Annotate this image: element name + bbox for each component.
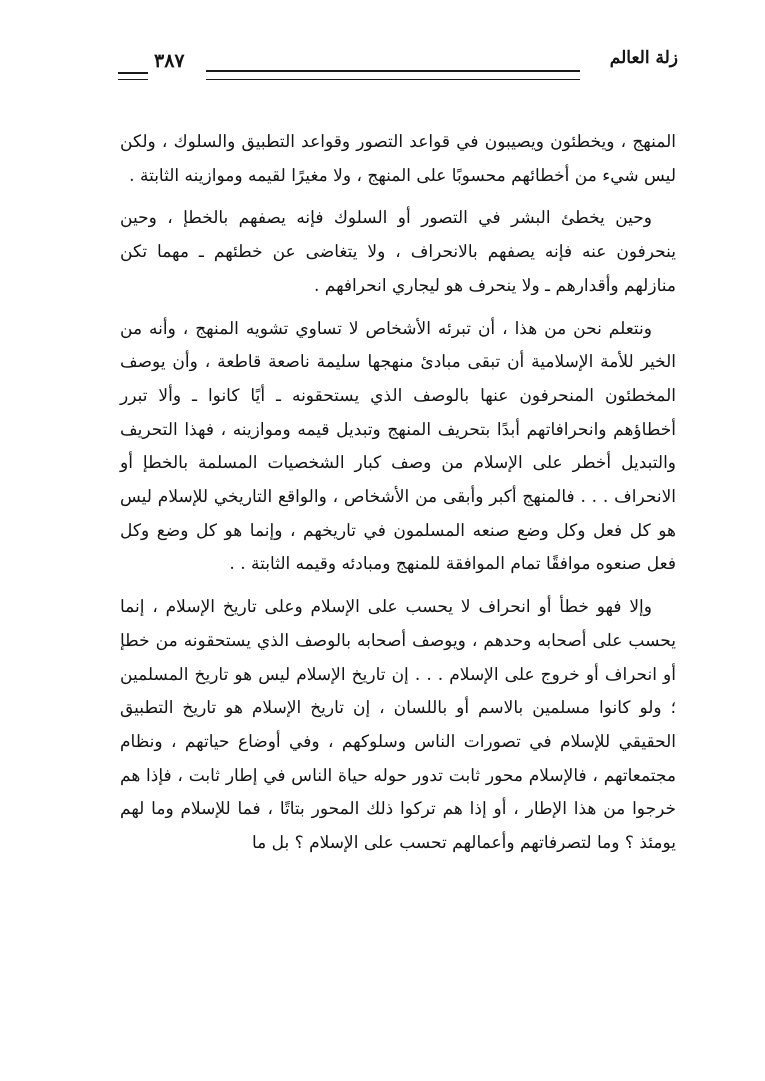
page-number: ٣٨٧ <box>154 50 185 72</box>
page-number-rule <box>118 72 148 80</box>
paragraph-2: وحين يخطئ البشر في التصور أو السلوك فإنه يصفهم بالخطإ ، وحين ينحرفون عنه فإنه يصفهم بالانحراف ، ولا يتغاضى عن خطئهم ـ مهما تكن منازلهم وأقدارهم ـ ولا ينحرف هو ليجاري انحرافهم . <box>120 208 676 296</box>
paragraph-1: المنهج ، ويخطئون ويصيبون في قواعد التصور وقواعد التطبيق والسلوك ، ولكن ليس شيء من أخطائهم محسوبًا على المنهج ، ولا مغيرًا لقيمه وموازينه الثابتة . <box>120 132 676 186</box>
header-rule <box>206 70 580 80</box>
body-text <box>120 126 676 870</box>
page-header <box>118 48 678 88</box>
running-title: زلة العالم <box>609 48 678 68</box>
paragraph-4: وإلا فهو خطأ أو انحراف لا يحسب على الإسلام وعلى تاريخ الإسلام ، إنما يحسب على أصحابه وحدهم ، ويوصف أصحابه بالوصف الذي يستحقونه من خطإ أو انحراف أو خروج على الإسلام . . . إن تاريخ الإسلام ليس هو تاريخ المسلمين ؛ ولو كانوا مسلمين بالاسم أو باللسان ، إن تاريخ الإسلام هو تاريخ التطبيق الحقيقي للإسلام في تصورات الناس وسلوكهم ، وفي أوضاع حياتهم ، ونظام مجتمعاتهم ، فالإسلام محور ثابت تدور حوله حياة الناس في إطار ثابت ، فإذا هم خرجوا من هذا الإطار ، أو إذا هم تركوا ذلك المحور بتاتًا ، فما للإسلام وما لهم يومئذ ؟ وما لتصرفاتهم وأعمالهم تحسب على الإسلام ؟ بل ما <box>120 597 676 854</box>
paragraph-3: ونتعلم نحن من هذا ، أن تبرئه الأشخاص لا تساوي تشويه المنهج ، وأنه من الخير للأمة الإسلامية أن تبقى مبادئ منهجها سليمة ناصعة قاطعة ، وأن يوصف المخطئون المنحرفون عنها بالوصف الذي يستحقونه ـ أيًا كانوا ـ وألا تبرر أخطاؤهم وانحرافاتهم أبدًا بتحريف المنهج وتبديل قيمه وموازينه ، فهذا التحريف والتبديل أخطر على الإسلام من وصف كبار الشخصيات المسلمة بالخطإ أو الانحراف . . . فالمنهج أكبر وأبقى من الأشخاص ، والواقع التاريخي للإسلام ليس هو كل فعل وكل وضع صنعه المسلمون في تاريخهم ، وإنما هو كل وضع وكل فعل صنعوه موافقًا تمام الموافقة للمنهج ومبادئه وقيمه الثابتة . . <box>120 318 676 575</box>
